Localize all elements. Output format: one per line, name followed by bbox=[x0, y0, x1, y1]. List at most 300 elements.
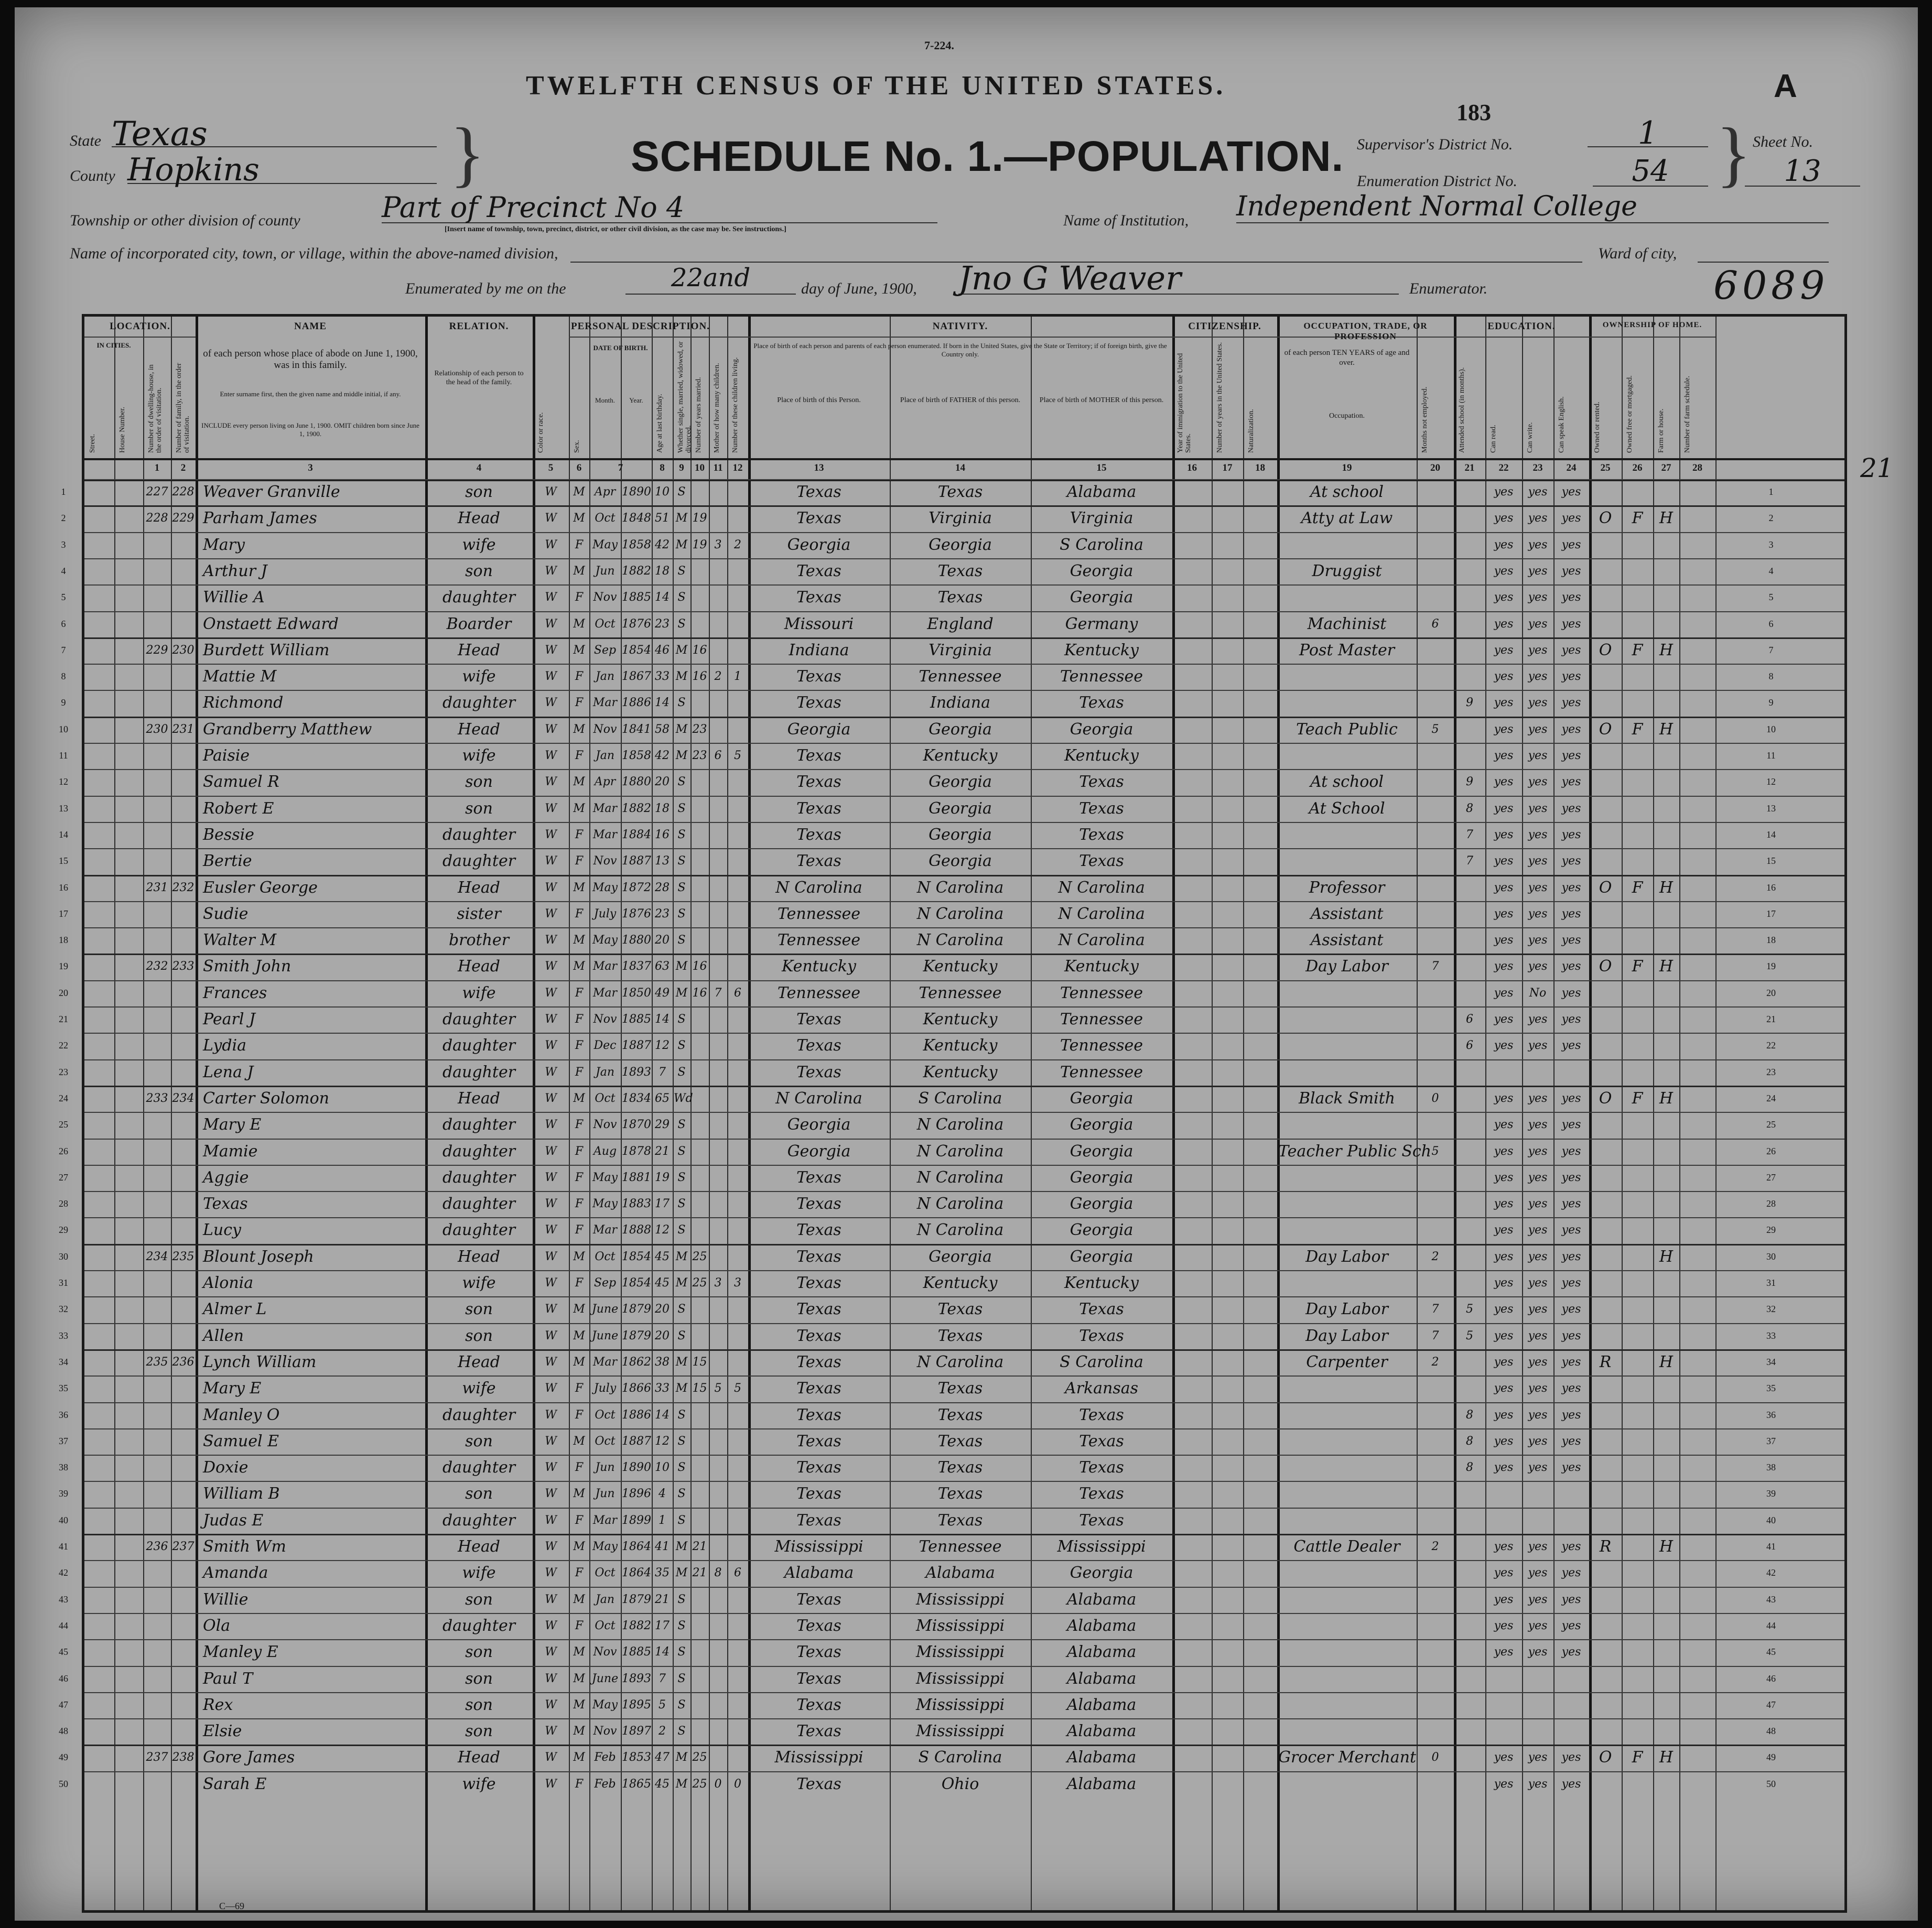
row-number: 27 bbox=[59, 1172, 68, 1183]
cell-dw bbox=[144, 1771, 170, 1797]
cell-fh bbox=[1654, 1613, 1678, 1639]
cell-rel: son bbox=[465, 773, 493, 792]
cell-ym: 16 bbox=[692, 986, 707, 1000]
cell-rel: daughter bbox=[442, 588, 516, 607]
cell-speak: yes bbox=[1561, 801, 1581, 815]
cell-ch bbox=[728, 1745, 747, 1771]
table-row bbox=[59, 1534, 1844, 1560]
cell-pobf: Alabama bbox=[925, 1564, 995, 1583]
cell-mar: S bbox=[677, 696, 686, 710]
cell-mo bbox=[710, 1613, 726, 1639]
cell-pobf: N Carolina bbox=[916, 1352, 1004, 1371]
cell-occ bbox=[1278, 1402, 1416, 1428]
cell-write: yes bbox=[1528, 564, 1548, 578]
row-number: 6 bbox=[61, 618, 66, 629]
cell-ym: 21 bbox=[692, 1540, 707, 1553]
cell-year: 1854 bbox=[622, 1276, 651, 1290]
cell-pobf: Georgia bbox=[929, 773, 992, 792]
cell-speak bbox=[1555, 1666, 1588, 1692]
cell-sex: M bbox=[573, 1434, 585, 1448]
cell-sex: F bbox=[575, 591, 584, 604]
header-can-speak: Can speak English. bbox=[1558, 396, 1566, 453]
table-row bbox=[59, 1428, 1844, 1455]
cell-color: W bbox=[545, 1355, 557, 1369]
cell-mar: M bbox=[675, 960, 688, 973]
cell-dw bbox=[144, 558, 170, 584]
cell-month: Aug bbox=[593, 1144, 617, 1158]
cell-ym bbox=[692, 1613, 708, 1639]
row-number: 15 bbox=[1766, 855, 1776, 866]
cell-dw bbox=[144, 690, 170, 716]
cell-sex: M bbox=[573, 643, 585, 657]
cell-fam: 234 bbox=[172, 1091, 195, 1105]
cell-color: W bbox=[545, 722, 557, 736]
table-row bbox=[59, 848, 1844, 874]
header-pob-person: Place of birth of this Person. bbox=[777, 396, 861, 404]
header-dob: DATE OF BIRTH. bbox=[593, 344, 648, 352]
cell-pobm: Alabama bbox=[1066, 1590, 1137, 1609]
cell-name: Arthur J bbox=[203, 561, 267, 580]
cell-occ: Assistant bbox=[1310, 904, 1384, 923]
enumeration-label: Enumeration District No. bbox=[1357, 172, 1517, 190]
cell-month: Oct bbox=[595, 1091, 616, 1105]
cell-fh bbox=[1654, 1508, 1678, 1534]
row-number: 14 bbox=[1766, 829, 1776, 840]
cell-speak: yes bbox=[1561, 696, 1581, 710]
cell-own bbox=[1590, 1059, 1621, 1086]
cell-mo: 2 bbox=[714, 670, 722, 684]
column-number: 11 bbox=[713, 462, 723, 473]
row-number: 29 bbox=[59, 1225, 68, 1236]
cell-pobf: N Carolina bbox=[916, 1195, 1004, 1214]
cell-rel: Head bbox=[457, 957, 500, 976]
cell-sex: M bbox=[573, 485, 585, 499]
cell-fam: 232 bbox=[172, 881, 195, 894]
cell-read: yes bbox=[1494, 1461, 1514, 1475]
table-row bbox=[61, 637, 1844, 664]
cell-ym bbox=[692, 848, 708, 874]
header-farm-house: Farm or house. bbox=[1657, 408, 1665, 453]
cell-dw bbox=[144, 532, 170, 558]
cell-sex: M bbox=[573, 1355, 585, 1369]
cell-dw bbox=[144, 1508, 170, 1534]
cell-rel: sister bbox=[457, 904, 501, 923]
cell-fh: H bbox=[1659, 957, 1674, 976]
cell-year: 1887 bbox=[622, 1039, 651, 1053]
cell-mo bbox=[710, 611, 726, 637]
cell-age: 33 bbox=[655, 670, 670, 684]
cell-fam bbox=[172, 558, 195, 584]
cell-color: W bbox=[545, 1513, 557, 1527]
cell-pob: Texas bbox=[796, 1511, 841, 1530]
cell-rel: wife bbox=[462, 535, 496, 554]
cell-ym: 25 bbox=[692, 1777, 707, 1791]
cell-own bbox=[1590, 1402, 1621, 1428]
cell-fh bbox=[1654, 1402, 1678, 1428]
cell-att: 8 bbox=[1466, 801, 1473, 815]
row-number: 25 bbox=[59, 1119, 68, 1130]
county-value: Hopkins bbox=[127, 151, 437, 184]
cell-att bbox=[1455, 1191, 1484, 1217]
cell-write: yes bbox=[1528, 1091, 1548, 1105]
cell-mo bbox=[710, 1534, 726, 1560]
cell-fam bbox=[172, 690, 195, 716]
cell-occ: Post Master bbox=[1299, 641, 1395, 659]
cell-color: W bbox=[545, 1751, 557, 1764]
cell-own bbox=[1590, 1639, 1621, 1665]
cell-own bbox=[1590, 848, 1621, 874]
cell-name: Allen bbox=[203, 1326, 244, 1345]
cell-pobm: Texas bbox=[1079, 694, 1124, 712]
cell-att bbox=[1455, 1718, 1484, 1745]
cell-name: Aggie bbox=[203, 1168, 249, 1187]
cell-ch: 5 bbox=[734, 749, 741, 762]
cell-pobf: Mississippi bbox=[915, 1669, 1005, 1688]
row-number: 4 bbox=[61, 565, 66, 576]
cell-pobf: Virginia bbox=[929, 641, 992, 659]
row-number: 45 bbox=[59, 1647, 68, 1658]
cell-pob: Georgia bbox=[787, 1115, 851, 1134]
cell-own bbox=[1590, 1270, 1621, 1296]
cell-free bbox=[1623, 1718, 1652, 1745]
column-number: 26 bbox=[1632, 462, 1643, 473]
cell-dw bbox=[144, 1006, 170, 1033]
cell-fh bbox=[1654, 1587, 1678, 1613]
cell-year: 1888 bbox=[622, 1223, 651, 1237]
cell-mar: M bbox=[675, 1250, 688, 1263]
cell-color: W bbox=[545, 749, 557, 762]
cell-color: W bbox=[545, 1144, 557, 1158]
cell-own bbox=[1590, 1428, 1621, 1455]
cell-pob: Texas bbox=[796, 1643, 841, 1662]
cell-year: 1880 bbox=[622, 934, 651, 947]
header-relation: RELATION. bbox=[449, 321, 509, 332]
cell-fh bbox=[1654, 690, 1678, 716]
cell-dw bbox=[144, 1639, 170, 1665]
cell-ym bbox=[692, 1718, 708, 1745]
cell-sex: M bbox=[573, 1303, 585, 1316]
cell-color: W bbox=[545, 696, 557, 710]
cell-month: May bbox=[592, 1698, 618, 1712]
cell-mar: S bbox=[677, 1303, 686, 1316]
cell-age: 17 bbox=[655, 1197, 670, 1211]
cell-dw: 237 bbox=[146, 1751, 168, 1764]
column-number: 1 bbox=[154, 462, 160, 473]
cell-mar: S bbox=[677, 1434, 686, 1448]
cell-speak: yes bbox=[1561, 775, 1581, 789]
cell-month: Feb bbox=[594, 1777, 616, 1791]
column-number: 19 bbox=[1342, 462, 1352, 473]
cell-fh: H bbox=[1659, 1537, 1674, 1556]
cell-age: 12 bbox=[655, 1039, 670, 1053]
institution-label: Name of Institution, bbox=[1063, 212, 1189, 229]
cell-pobf: Virginia bbox=[929, 509, 992, 528]
cell-pobm: Georgia bbox=[1070, 561, 1134, 580]
cell-own bbox=[1590, 1455, 1621, 1481]
cell-pob: Texas bbox=[796, 746, 841, 765]
cell-pobf: N Carolina bbox=[916, 1115, 1004, 1134]
cell-mne bbox=[1418, 1455, 1453, 1481]
header-age: Age at last birthday. bbox=[656, 394, 664, 453]
cell-name: Paul T bbox=[203, 1669, 253, 1688]
cell-mne bbox=[1418, 927, 1453, 954]
cell-pob: Tennessee bbox=[777, 904, 861, 923]
cell-month: May bbox=[592, 881, 618, 894]
cell-mne bbox=[1418, 1270, 1453, 1296]
cell-att bbox=[1455, 1086, 1484, 1112]
cell-ch bbox=[728, 558, 747, 584]
cell-color: W bbox=[545, 512, 557, 525]
cell-sex: F bbox=[575, 1223, 584, 1237]
cell-fam bbox=[172, 1139, 195, 1165]
cell-name: Lucy bbox=[203, 1221, 241, 1240]
cell-occ: Grocer Merchant bbox=[1278, 1748, 1416, 1767]
cell-ym: 19 bbox=[692, 512, 707, 525]
cell-mne bbox=[1418, 1059, 1453, 1086]
cell-sex: M bbox=[573, 1487, 585, 1501]
cell-pob: N Carolina bbox=[775, 878, 862, 897]
cell-color: W bbox=[545, 828, 557, 841]
cell-sex: F bbox=[575, 828, 584, 841]
table-row bbox=[59, 1244, 1844, 1270]
cell-sex: F bbox=[575, 1144, 584, 1158]
cell-sex: F bbox=[575, 1171, 584, 1184]
cell-dw: 228 bbox=[146, 512, 168, 525]
cell-color: W bbox=[545, 907, 557, 920]
cell-fh bbox=[1654, 1323, 1678, 1349]
cell-mo: 8 bbox=[714, 1566, 722, 1580]
cell-write: yes bbox=[1528, 1223, 1548, 1237]
cell-pobf: Texas bbox=[937, 561, 983, 580]
cell-pob: N Carolina bbox=[775, 1089, 862, 1108]
cell-pobf: Texas bbox=[937, 588, 983, 607]
row-number: 40 bbox=[59, 1514, 68, 1525]
cell-speak: yes bbox=[1561, 1777, 1581, 1791]
cell-fh: H bbox=[1659, 1247, 1674, 1266]
cell-speak: yes bbox=[1561, 1434, 1581, 1448]
cell-read: yes bbox=[1494, 670, 1514, 684]
cell-mne bbox=[1418, 1771, 1453, 1797]
cell-sex: M bbox=[573, 512, 585, 525]
cell-mne: 5 bbox=[1431, 722, 1439, 736]
cell-occ bbox=[1278, 822, 1416, 848]
cell-fh bbox=[1654, 532, 1678, 558]
cell-ch bbox=[728, 1534, 747, 1560]
cell-occ: Day Labor bbox=[1305, 957, 1388, 976]
cell-year: 1862 bbox=[622, 1355, 651, 1369]
cell-year: 1854 bbox=[622, 643, 651, 657]
cell-sex: F bbox=[575, 1276, 584, 1290]
cell-fh bbox=[1654, 848, 1678, 874]
cell-month: Oct bbox=[595, 1566, 616, 1580]
cell-color: W bbox=[545, 617, 557, 631]
cell-mar: M bbox=[675, 986, 688, 1000]
cell-fam bbox=[172, 1191, 195, 1217]
table-row bbox=[59, 1481, 1844, 1507]
table-row bbox=[59, 954, 1844, 980]
row-number: 31 bbox=[59, 1277, 68, 1288]
cell-dw: 235 bbox=[146, 1355, 168, 1369]
cell-mar: S bbox=[677, 1672, 686, 1685]
cell-rel: daughter bbox=[442, 1063, 516, 1081]
cell-write bbox=[1523, 1059, 1552, 1086]
cell-sex: M bbox=[573, 1250, 585, 1263]
cell-color: W bbox=[545, 1645, 557, 1659]
cell-write: yes bbox=[1528, 591, 1548, 604]
cell-speak: yes bbox=[1561, 854, 1581, 868]
cell-color: W bbox=[545, 1197, 557, 1211]
cell-mne bbox=[1418, 505, 1453, 532]
cell-pobf: Texas bbox=[937, 1379, 983, 1398]
cell-occ bbox=[1278, 584, 1416, 611]
cell-year: 1883 bbox=[622, 1197, 651, 1211]
cell-pob: Texas bbox=[796, 1195, 841, 1214]
cell-read: yes bbox=[1494, 775, 1514, 789]
table-row bbox=[59, 1613, 1844, 1639]
cell-color: W bbox=[545, 881, 557, 894]
cell-free bbox=[1623, 1534, 1652, 1560]
cell-read: yes bbox=[1494, 801, 1514, 815]
cell-color: W bbox=[545, 775, 557, 789]
cell-fh bbox=[1654, 1718, 1678, 1745]
group-underline bbox=[1172, 337, 1277, 338]
cell-fh bbox=[1654, 796, 1678, 822]
cell-rel: wife bbox=[462, 746, 496, 765]
cell-pob: Alabama bbox=[784, 1564, 854, 1583]
row-number: 22 bbox=[1766, 1040, 1776, 1051]
cell-rel: daughter bbox=[442, 1616, 516, 1635]
row-number: 41 bbox=[59, 1541, 68, 1552]
cell-write: yes bbox=[1528, 722, 1548, 736]
cell-age: 1 bbox=[659, 1513, 666, 1527]
brace-right: } bbox=[1716, 113, 1752, 194]
cell-mo bbox=[710, 1481, 726, 1507]
cell-mar: S bbox=[677, 934, 686, 947]
cell-pobm: Georgia bbox=[1070, 1247, 1134, 1266]
cell-dw bbox=[144, 980, 170, 1006]
cell-att bbox=[1455, 1771, 1484, 1797]
cell-occ: Teach Public bbox=[1296, 720, 1398, 739]
cell-ym bbox=[692, 690, 708, 716]
cell-rel: Head bbox=[457, 1247, 500, 1266]
cell-name: Burdett William bbox=[203, 641, 330, 659]
cell-pobm: Georgia bbox=[1070, 1221, 1134, 1240]
cell-sex: M bbox=[573, 1751, 585, 1764]
cell-speak: yes bbox=[1561, 1223, 1581, 1237]
cell-fam: 238 bbox=[172, 1751, 195, 1764]
cell-read: yes bbox=[1494, 1329, 1514, 1342]
cell-fam bbox=[172, 1402, 195, 1428]
cell-occ bbox=[1278, 1560, 1416, 1586]
cell-ch bbox=[728, 875, 747, 901]
cell-year: 1878 bbox=[622, 1144, 651, 1158]
cell-pobm: Kentucky bbox=[1064, 957, 1139, 976]
cell-read: yes bbox=[1494, 1751, 1514, 1764]
cell-att bbox=[1455, 611, 1484, 637]
header-nativity: NATIVITY. bbox=[932, 321, 988, 332]
column-number: 12 bbox=[732, 462, 743, 473]
cell-fam bbox=[172, 901, 195, 927]
cell-ym: 15 bbox=[692, 1355, 707, 1369]
sheet-no-label: Sheet No. bbox=[1753, 133, 1813, 150]
row-number: 20 bbox=[59, 987, 68, 998]
cell-mo bbox=[710, 637, 726, 664]
cell-own bbox=[1590, 611, 1621, 637]
row-number: 46 bbox=[1766, 1673, 1776, 1684]
cell-pobf: Georgia bbox=[929, 720, 992, 739]
cell-rel: Boarder bbox=[446, 614, 512, 633]
cell-dw bbox=[144, 1666, 170, 1692]
cell-read: yes bbox=[1494, 1619, 1514, 1632]
cell-name: Mary E bbox=[203, 1115, 262, 1134]
cell-month: Dec bbox=[593, 1039, 617, 1053]
cell-age: 23 bbox=[655, 907, 670, 920]
cell-color: W bbox=[545, 1329, 557, 1342]
table-row bbox=[61, 558, 1844, 584]
cell-age: 42 bbox=[655, 749, 670, 762]
row-number: 31 bbox=[1766, 1277, 1776, 1288]
population-table bbox=[59, 314, 1847, 1913]
row-number: 14 bbox=[59, 829, 68, 840]
cell-dw bbox=[144, 584, 170, 611]
cell-read: yes bbox=[1494, 1382, 1514, 1395]
cell-own bbox=[1590, 822, 1621, 848]
header-owned-free: Owned free or mortgaged. bbox=[1626, 375, 1634, 453]
cell-mar: S bbox=[677, 1197, 686, 1211]
cell-fh bbox=[1654, 822, 1678, 848]
cell-pob: Texas bbox=[796, 1405, 841, 1424]
cell-mo bbox=[710, 848, 726, 874]
cell-own bbox=[1590, 1217, 1621, 1243]
cell-occ bbox=[1278, 848, 1416, 874]
enumerated-prefix: Enumerated by me on the bbox=[405, 280, 566, 297]
cell-fam bbox=[172, 927, 195, 954]
cell-rel: Head bbox=[457, 509, 500, 528]
header-citizenship: CITIZENSHIP. bbox=[1188, 321, 1261, 332]
cell-speak: yes bbox=[1561, 485, 1581, 499]
cell-speak: yes bbox=[1561, 1197, 1581, 1211]
cell-mo bbox=[710, 584, 726, 611]
cell-read: yes bbox=[1494, 512, 1514, 525]
cell-ch bbox=[728, 1455, 747, 1481]
cell-free bbox=[1623, 743, 1652, 769]
row-number: 35 bbox=[59, 1383, 68, 1394]
cell-mne bbox=[1418, 743, 1453, 769]
cell-month: Mar bbox=[592, 1223, 618, 1237]
cell-month: July bbox=[593, 1382, 617, 1395]
cell-ym bbox=[692, 1481, 708, 1507]
cell-mar: S bbox=[677, 1065, 686, 1079]
cell-mar: S bbox=[677, 591, 686, 604]
cell-att: 5 bbox=[1466, 1329, 1473, 1342]
cell-dw bbox=[144, 1059, 170, 1086]
cell-dw: 236 bbox=[146, 1540, 168, 1553]
cell-year: 1886 bbox=[622, 1408, 651, 1422]
row-number: 45 bbox=[1766, 1647, 1776, 1658]
cell-read: yes bbox=[1494, 986, 1514, 1000]
cell-fam bbox=[172, 1006, 195, 1033]
cell-dw: 234 bbox=[146, 1250, 168, 1263]
cell-pobm: Texas bbox=[1079, 773, 1124, 792]
cell-fam bbox=[172, 1666, 195, 1692]
cell-fh: H bbox=[1659, 1089, 1674, 1108]
cell-rel: daughter bbox=[442, 1511, 516, 1530]
cell-dw: 230 bbox=[146, 722, 168, 736]
cell-mar: S bbox=[677, 1619, 686, 1632]
cell-read: yes bbox=[1494, 696, 1514, 710]
cell-mne bbox=[1418, 1560, 1453, 1586]
cell-free bbox=[1623, 690, 1652, 716]
